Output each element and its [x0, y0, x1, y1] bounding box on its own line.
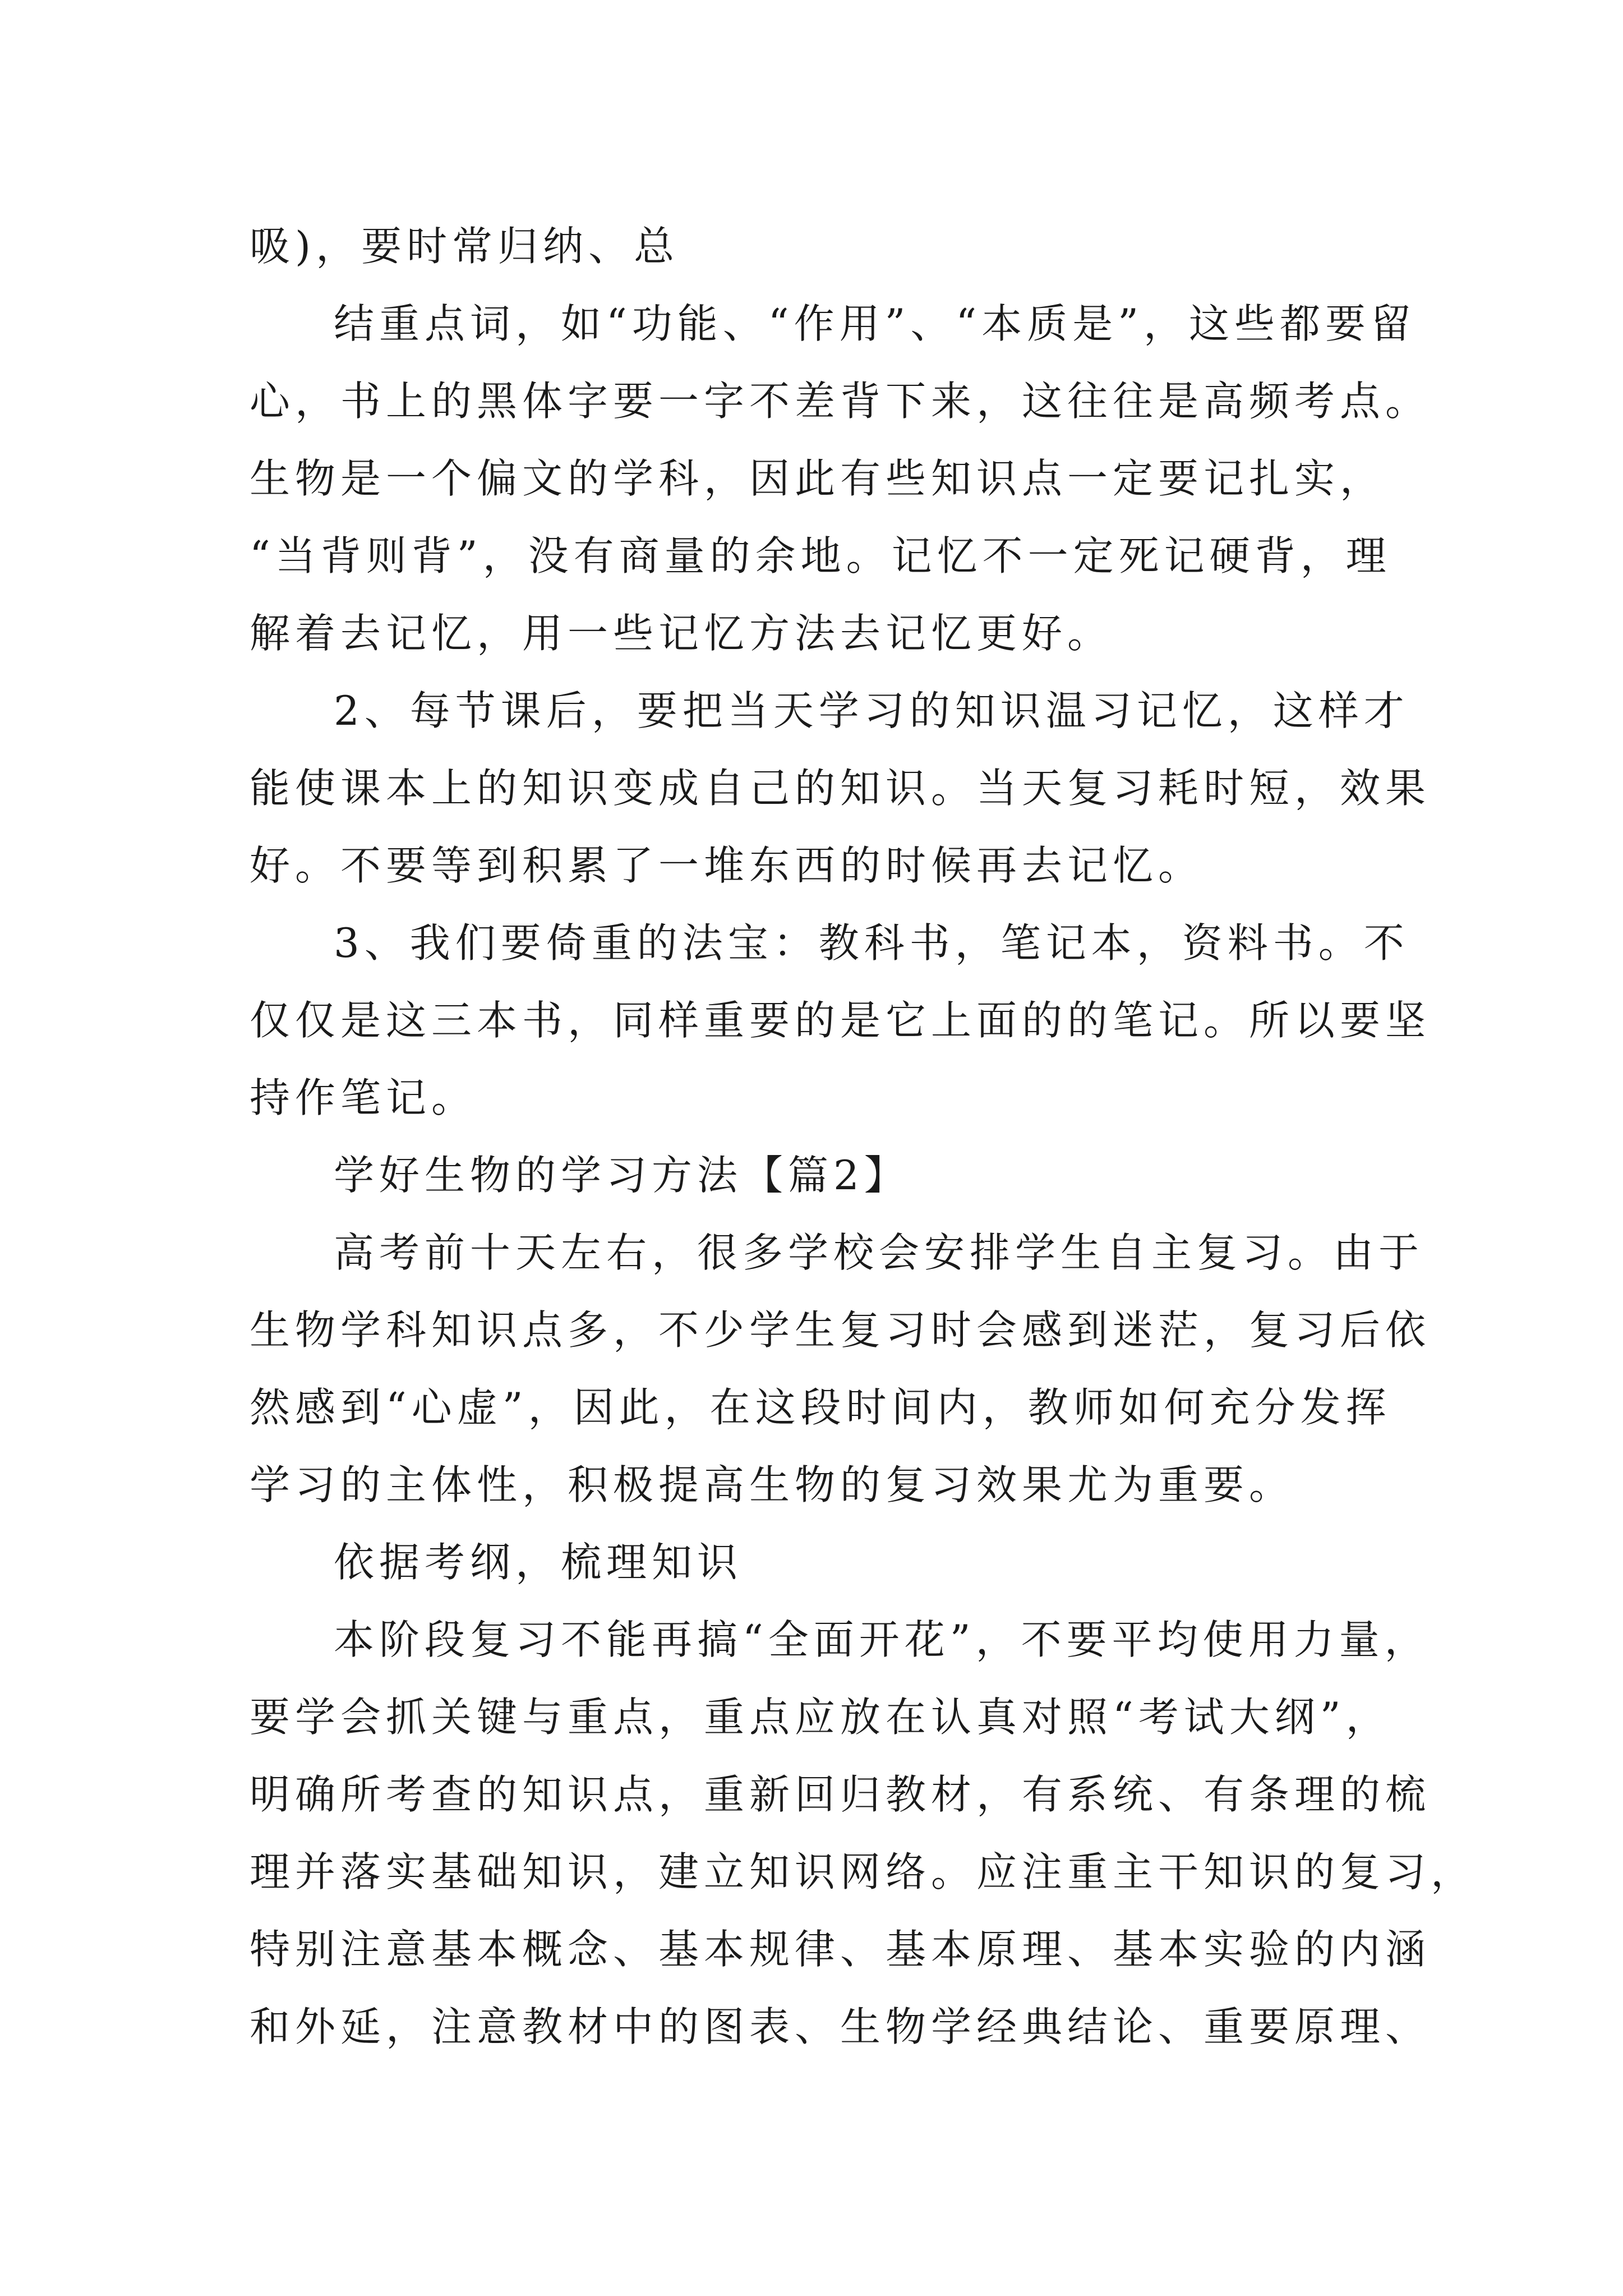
text-line: 持作笔记。	[250, 1074, 477, 1121]
text-line: 心，书上的黑体字要一字不差背下来，这往往是高频考点。	[250, 378, 1431, 425]
text-line: 吸)，要时常归纳、总	[250, 223, 680, 270]
text-line: 然感到“心虚”，因此，在这段时间内，教师如何充分发挥	[250, 1384, 1391, 1431]
text-line: 高考前十天左右，很多学校会安排学生自主复习。由于	[334, 1229, 1424, 1276]
body-text	[250, 208, 1477, 2065]
text-line: 2、每节课后，要把当天学习的知识温习记忆，这样才	[334, 687, 1409, 734]
section-heading: 学好生物的学习方法【篇2】	[334, 1152, 910, 1199]
text-line: 解着去记忆，用一些记忆方法去记忆更好。	[250, 610, 1113, 657]
text-line: 学习的主体性，积极提高生物的复习效果尤为重要。	[250, 1461, 1295, 1508]
text-line: 能使课本上的知识变成自己的知识。当天复习耗时短，效果	[250, 765, 1431, 812]
text-line: 特别注意基本概念、基本规律、基本原理、基本实验的内涵	[250, 1926, 1431, 1973]
text-line: 生物学科知识点多，不少学生复习时会感到迷茫，复习后依	[250, 1306, 1431, 1354]
text-line: 明确所考查的知识点，重新回归教材，有系统、有条理的梳	[250, 1771, 1431, 1818]
text-line: 和外延，注意教材中的图表、生物学经典结论、重要原理、	[250, 2003, 1431, 2050]
text-line: “当背则背”，没有商量的余地。记忆不一定死记硬背，理	[250, 532, 1391, 579]
text-line: 理并落实基础知识，建立知识网络。应注重主干知识的复习，	[250, 1848, 1477, 1895]
text-line: 结重点词，如“功能、“作用”、“本质是”，这些都要留	[334, 300, 1417, 347]
text-line: 要学会抓关键与重点，重点应放在认真对照“考试大纲”，	[250, 1694, 1391, 1741]
text-line: 仅仅是这三本书，同样重要的是它上面的的笔记。所以要坚	[250, 997, 1431, 1044]
text-line: 好。不要等到积累了一堆东西的时候再去记忆。	[250, 842, 1204, 889]
text-line: 本阶段复习不能再搞“全面开花”，不要平均使用力量，	[334, 1616, 1430, 1663]
text-line: 3、我们要倚重的法宝：教科书，笔记本，资料书。不	[334, 919, 1409, 967]
text-line: 生物是一个偏文的学科，因此有些知识点一定要记扎实，	[250, 455, 1386, 502]
subsection-heading: 依据考纲，梳理知识	[334, 1539, 743, 1586]
